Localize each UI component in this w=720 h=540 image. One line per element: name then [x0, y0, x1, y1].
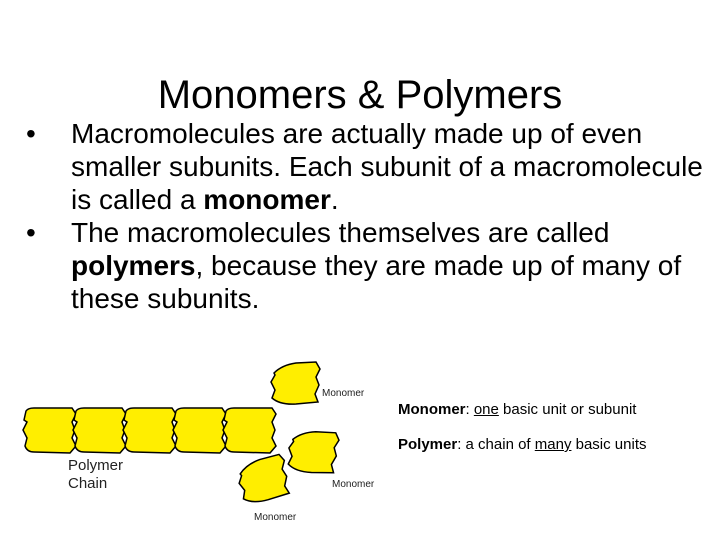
bullet-text: .: [330, 184, 339, 215]
monomer-label: Monomer: [254, 512, 297, 523]
monomer-term: Monomer: [398, 401, 466, 418]
polymer-chain-label: Chain: [68, 475, 108, 492]
monomer-definition: [398, 401, 636, 419]
slide-title: Monomers & Polymers: [157, 72, 563, 117]
polymer-chain: [23, 408, 276, 453]
bullet-marker: •: [26, 217, 36, 248]
polymer-term: Polymer: [398, 436, 458, 453]
definition-separator: :: [465, 401, 474, 418]
bullet-bold-term: polymers: [71, 250, 196, 281]
bullet-text: Macromolecules are actually made up of even smaller subunits. Each subunit of a macromolecule is called a: [71, 118, 703, 215]
polymer-chain-diagram: [18, 360, 390, 528]
definition-text: basic units: [571, 436, 647, 453]
monomer-label: Monomer: [322, 388, 365, 399]
monomer-shape: [271, 362, 320, 404]
bullet-text: , because they are made up of many of these subunits.: [71, 250, 682, 314]
underlined-word: many: [534, 436, 572, 453]
bullet-text: The macromolecules themselves are called: [71, 217, 610, 248]
bullet-item: [24, 216, 704, 315]
polymer-definition: [398, 436, 647, 454]
polymer-chain-label: Polymer: [68, 457, 124, 474]
bullet-item: [24, 117, 704, 216]
bullet-list: [24, 117, 704, 315]
monomer-label: Monomer: [332, 479, 375, 490]
polymer-chain-unit: [223, 408, 276, 453]
polymer-chain-unit: [73, 408, 126, 453]
monomer-shape: [287, 428, 340, 475]
definition-text: basic unit or subunit: [498, 401, 637, 418]
definition-text: : a chain of: [457, 436, 535, 453]
polymer-chain-unit: [123, 408, 176, 453]
underlined-word: one: [473, 401, 499, 418]
polymer-chain-unit: [23, 408, 76, 453]
polymer-chain-unit: [173, 408, 226, 453]
bullet-marker: •: [26, 118, 36, 149]
monomer-shape: [235, 454, 292, 505]
bullet-bold-term: monomer: [203, 184, 331, 215]
